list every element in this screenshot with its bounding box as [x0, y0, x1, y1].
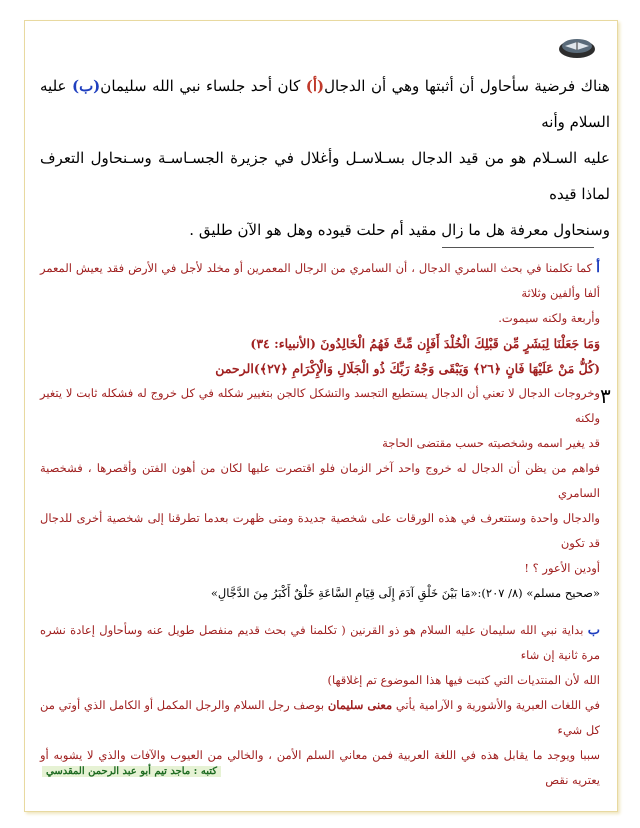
footnote-a-line: قد يغير اسمه وشخصيته حسب مقتضى الحاجة	[382, 436, 600, 450]
quran-verse: (كُلُّ مَنْ عَلَيْهَا فَانٍ ﴿٢٦﴾ وَيَبْقَى وَجْهُ رَبِّكَ ذُو الْجَلَالِ وَالْإِكْرَامِ ﴿٢٧﴾)الرحمن	[215, 361, 600, 376]
footnote-separator	[442, 247, 594, 248]
footnote-a-line: أ كما تكلمنا في بحث السامري الدجال ، أن السامري من الرجال المعمرين أو مخلد لأجل في الأرض فقد يعيش المعمر ألفا وألفين وثلاثة	[40, 260, 601, 300]
main-line: هناك فرضية سأحاول أن أثبتها وهي أن الدجال(أ) كان أحد جلساء نبي الله سليمان(ب) عليه السلام وأنه	[40, 77, 610, 131]
footnote-label-b: ب	[587, 623, 601, 638]
main-line: وسنحاول معرفة هل ما زال مقيد أم حلت قيوده وهل هو الآن طليق .	[189, 221, 610, 239]
footnote-label-a: أ	[596, 260, 601, 276]
page-number: ٣	[600, 384, 611, 408]
main-line: عليه السـلام هو من قيد الدجال بسـلاسـل وأغلال في جزيرة الجسـاسـة وسـنحاول التعرف لماذا قيده	[40, 149, 610, 203]
footnote-a-line: وأربعة ولكنه سيموت.	[498, 311, 600, 325]
hadith-source: «صحيح مسلم» (٨/ ٢٠٧)	[481, 586, 600, 600]
footnote-a-line: أودين الأعور ؟ !	[524, 561, 600, 575]
footnote-ref-b[interactable]: (ب)	[71, 77, 101, 95]
footnote-b-line: ب بداية نبي الله سليمان عليه السلام هو ذو القرنين ( تكلمنا في بحث قديم منفصل طويل عنه وسأحاول إعادة نشره مرة ثانية إن شاء	[40, 623, 601, 662]
footnote-a-line: وخروجات الدجال لا تعني أن الدجال يستطيع التجسد والتشكل كالجن بتغيير شكله في كل خروج له فشكله ثابت لا يتغير ولكنه	[40, 386, 600, 425]
highlight-solomon: معنى سليمان	[327, 698, 393, 712]
footnote-a-line: والدجال واحدة وستتعرف في هذه الورقات على شخصية جديدة ومتى ظهرت بعدما تطرقنا إلى شخصية أخرى للدجال قد تكون	[40, 511, 600, 550]
footnote-a-line: فواهم من يظن أن الدجال له خروج واحد آخر الزمان فلو اقتصرت عليها لكان من أهون الفتن وأقصرها ، فشخصية السامري	[40, 461, 600, 500]
hadith-text: :«مَا بَيْنَ خَلْقِ آدَمَ إِلَى قِيَامِ السَّاعَةِ خَلْقٌ أَكْبَرُ مِنَ الدَّجَّالِ»	[210, 586, 482, 600]
footnote-ref-a[interactable]: (أ)	[305, 77, 325, 95]
book-logo-icon	[557, 34, 597, 60]
footnote-b-line: سببا ويوجد ما يقابل هذه في اللغة العربية فمن معاني السلم الأمن ، والخالي من العيوب والآفات والذي لا يشوبه أو يعتريه نقص	[40, 748, 600, 787]
hadith-line	[40, 581, 600, 606]
author-signature: كتبه : ماجد تيم أبو عبد الرحمن المقدسي	[42, 766, 221, 777]
quran-verse: وَمَا جَعَلْنَا لِبَشَرٍ مِّن قَبْلِكَ الْخُلْدَ أَفَإِن مِّتَّ فَهُمُ الْخَالِدُونَ (الأنبياء: ٣٤)	[250, 336, 600, 351]
main-text	[40, 68, 610, 248]
footnote-b-line: في اللغات العبرية والأشورية و الآرامية يأتي معنى سليمان بوصف رجل السلام والرجل المكمل أو الكامل الذي أوتي من كل شيء	[40, 698, 600, 737]
footnotes	[40, 256, 600, 793]
footnote-b-line: الله لأن المنتديات التي كتبت فيها هذا الموضوع تم إغلاقها)	[327, 673, 600, 687]
